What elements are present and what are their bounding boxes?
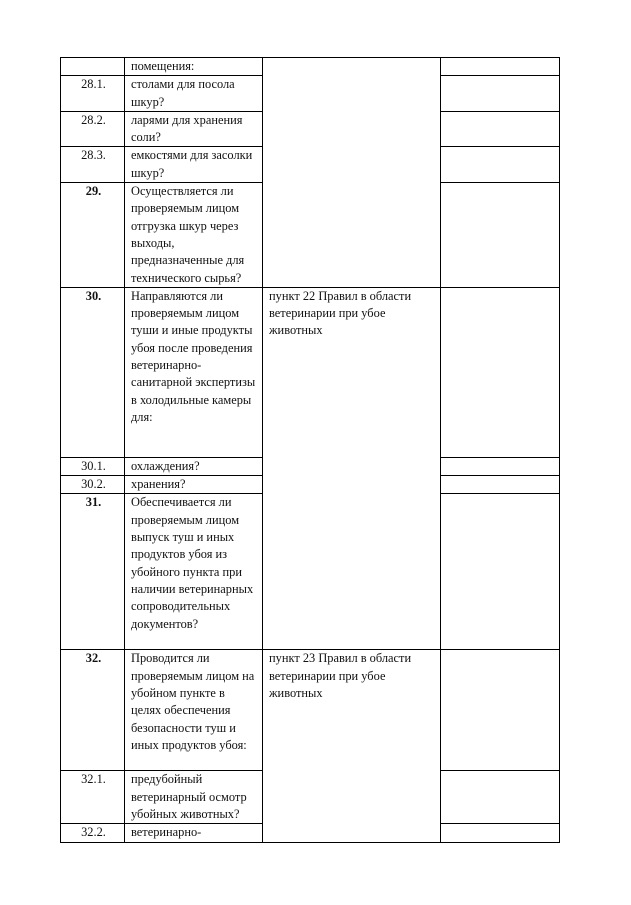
item-number: 28.3. xyxy=(61,147,125,183)
checklist-table xyxy=(60,57,560,843)
answer-cell xyxy=(441,771,560,824)
question-text: ветеринарно- xyxy=(125,824,263,842)
answer-cell xyxy=(441,494,560,650)
answer-cell xyxy=(441,111,560,147)
item-number: 32. xyxy=(61,650,125,771)
question-text: Проводится ли проверяемым лицом на убойном пункте в целях обеспечения безопасности туш и иных продуктов убоя: xyxy=(125,650,263,771)
question-text: охлаждения? xyxy=(125,457,263,475)
item-number: 30.2. xyxy=(61,476,125,494)
item-number: 30. xyxy=(61,287,125,457)
answer-cell xyxy=(441,476,560,494)
requirement-cell xyxy=(263,58,441,288)
question-text: столами для посола шкур? xyxy=(125,76,263,112)
table-row xyxy=(61,650,560,771)
answer-cell xyxy=(441,457,560,475)
table-row xyxy=(61,287,560,457)
item-number: 32.2. xyxy=(61,824,125,842)
item-number: 28.1. xyxy=(61,76,125,112)
question-text: предубойный ветеринарный осмотр убойных животных? xyxy=(125,771,263,824)
answer-cell xyxy=(441,650,560,771)
item-number: 32.1. xyxy=(61,771,125,824)
item-number: 29. xyxy=(61,183,125,288)
item-number xyxy=(61,58,125,76)
item-number: 31. xyxy=(61,494,125,650)
item-number: 28.2. xyxy=(61,111,125,147)
item-number: 30.1. xyxy=(61,457,125,475)
question-text: Направляются ли проверяемым лицом туши и иные продукты убоя после проведения ветеринарно-санитарной экспертизы в холодильные камеры для: xyxy=(125,287,263,457)
question-text: емкостями для засолки шкур? xyxy=(125,147,263,183)
answer-cell xyxy=(441,147,560,183)
answer-cell xyxy=(441,183,560,288)
answer-cell xyxy=(441,76,560,112)
requirement-text: пункт 23 Правил в области ветеринарии при убое животных xyxy=(263,650,441,842)
answer-cell xyxy=(441,58,560,76)
table-row xyxy=(61,58,560,76)
question-text: Осуществляется ли проверяемым лицом отгрузка шкур через выходы, предназначенные для технического сырья? xyxy=(125,183,263,288)
answer-cell xyxy=(441,824,560,842)
question-text: Обеспечивается ли проверяемым лицом выпуск туш и иных продуктов убоя из убойного пункта при наличии ветеринарных сопроводительных документов? xyxy=(125,494,263,650)
requirement-text: пункт 22 Правил в области ветеринарии при убое животных xyxy=(263,287,441,650)
question-text: ларями для хранения соли? xyxy=(125,111,263,147)
question-text: помещения: xyxy=(125,58,263,76)
question-text: хранения? xyxy=(125,476,263,494)
answer-cell xyxy=(441,287,560,457)
